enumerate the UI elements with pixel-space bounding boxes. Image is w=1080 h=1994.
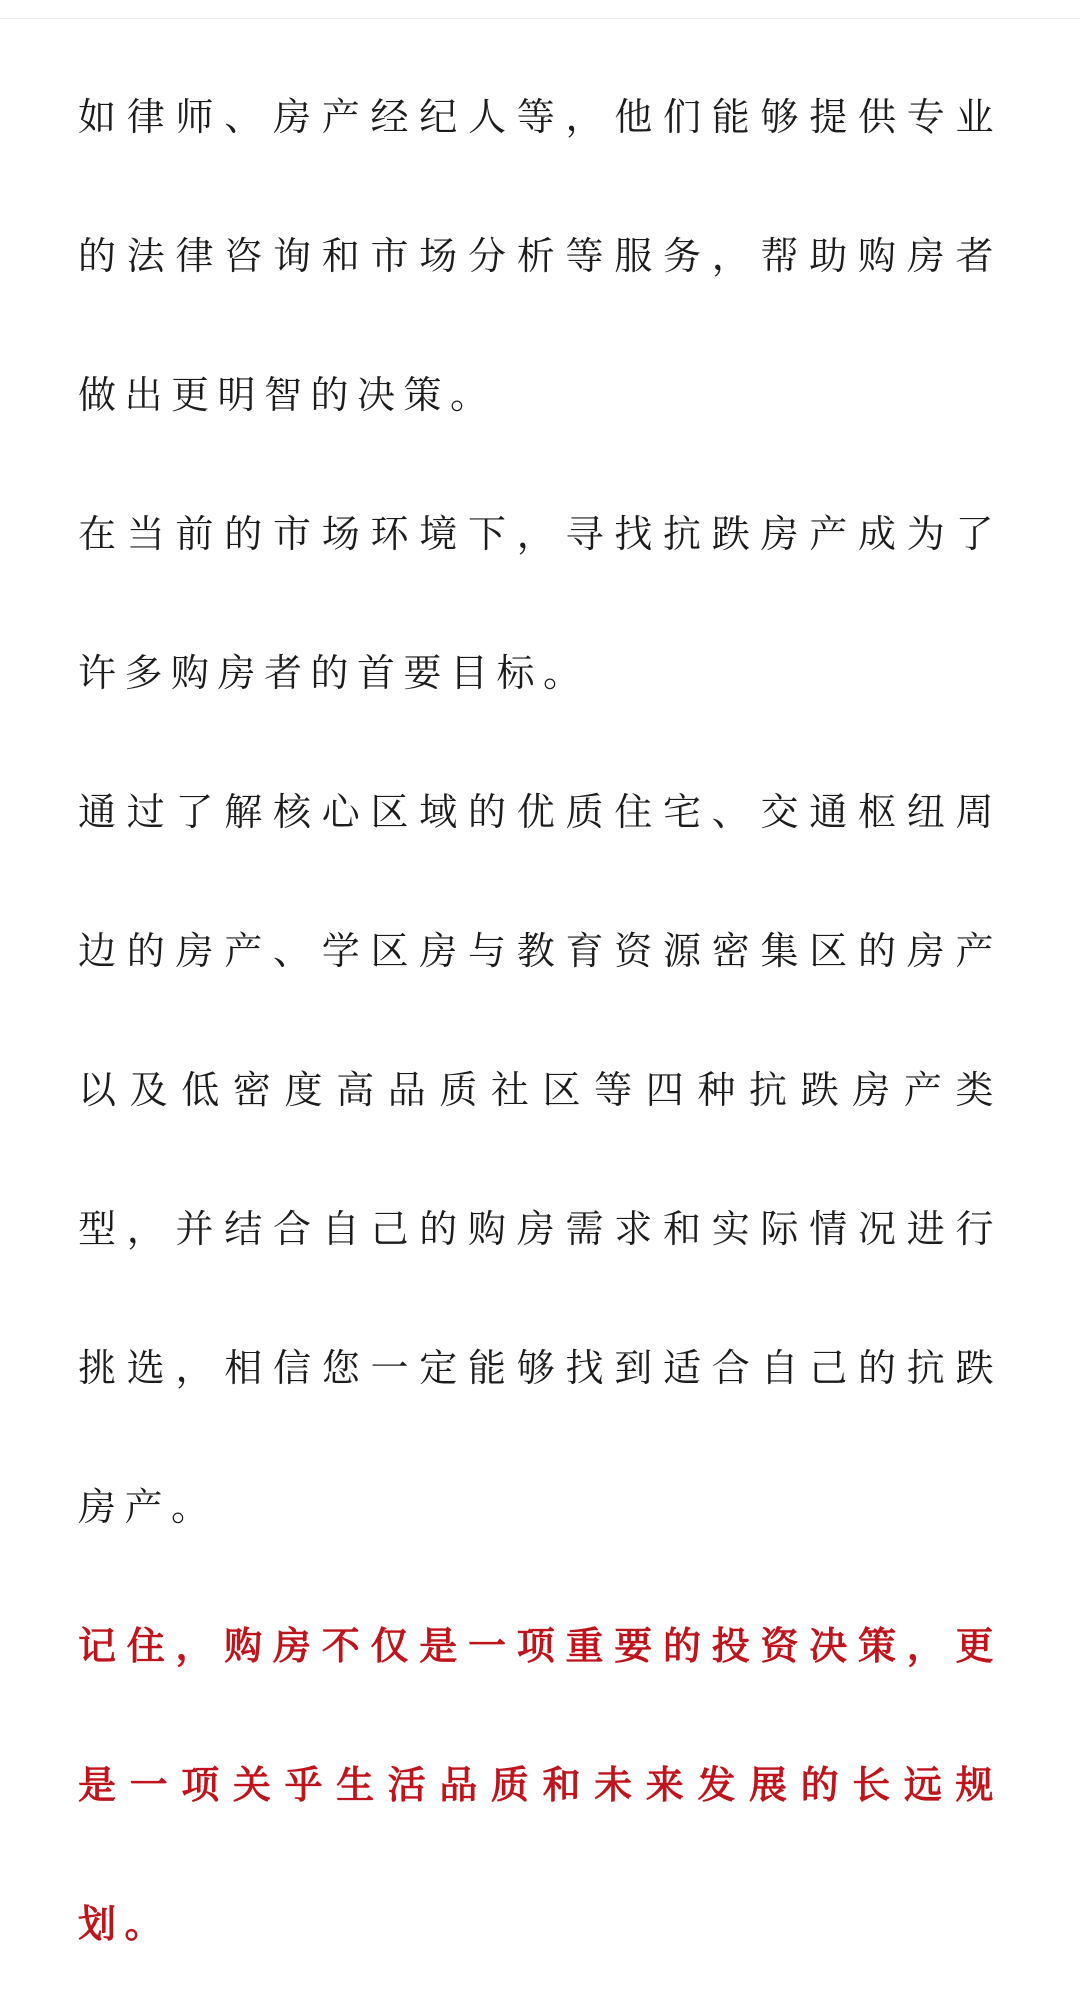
paragraph-property-types: 通过了解核心区域的优质住宅、交通枢纽周边的房产、学区房与教育资源密集区的房产以及低密度高品质社区等四种抗跌房产类型，并结合自己的购房需求和实际情况进行挑选，相信您一定能够找到适合自己的抗跌房产。 bbox=[78, 790, 1002, 1529]
article-body bbox=[78, 48, 1002, 1994]
paragraph-professional-help: 如律师、房产经纪人等，他们能够提供专业的法律咨询和市场分析等服务，帮助购房者做出更明智的决策。 bbox=[78, 95, 1002, 417]
top-divider bbox=[0, 18, 1080, 19]
paragraph-market-environment: 在当前的市场环境下，寻找抗跌房产成为了许多购房者的首要目标。 bbox=[78, 512, 1002, 695]
paragraph-highlight-conclusion: 记住，购房不仅是一项重要的投资决策，更是一项关乎生活品质和未来发展的长远规划。 bbox=[78, 1624, 1002, 1946]
